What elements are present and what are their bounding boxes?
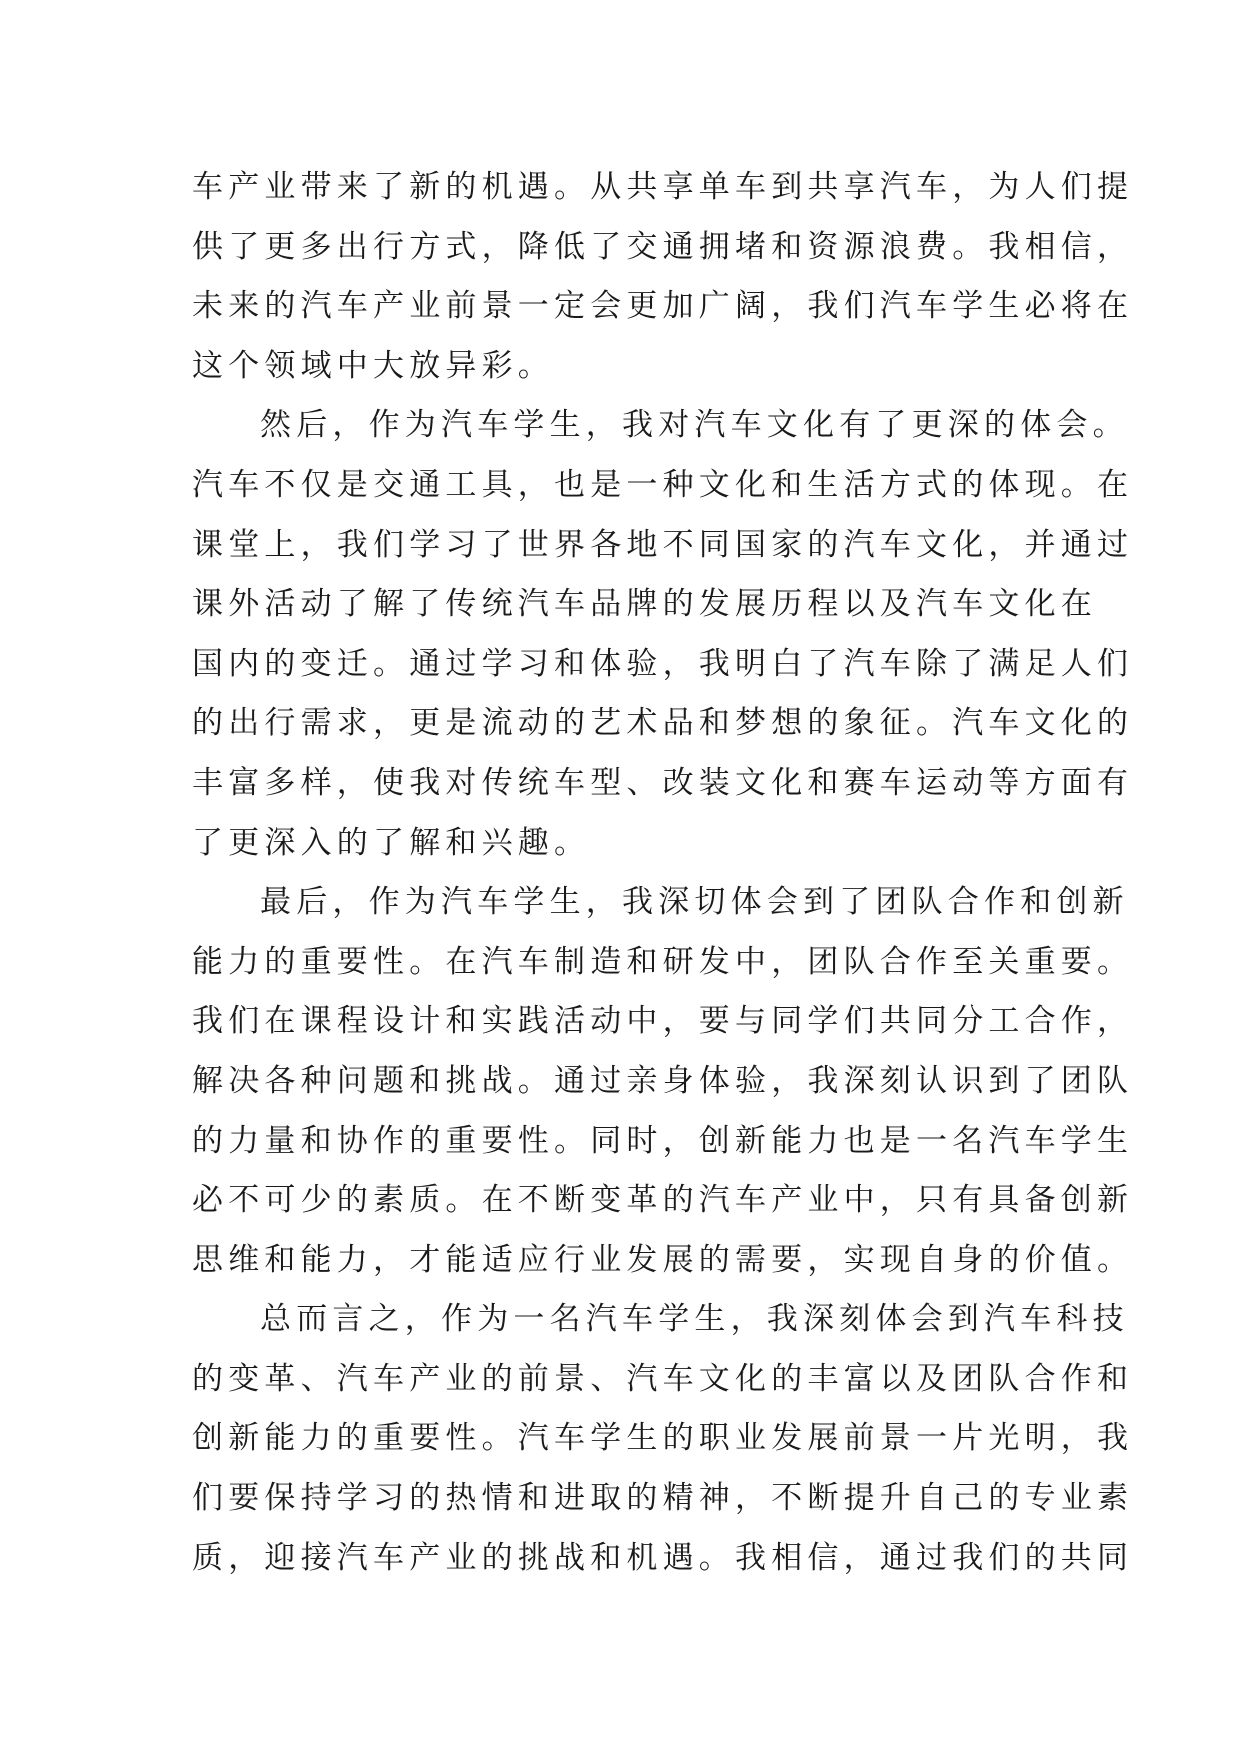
paragraph-1-line-2: 供了更多出行方式，降低了交通拥堵和资源浪费。我相信，	[192, 228, 1134, 265]
paragraph-3-line-4: 解决各种问题和挑战。通过亲身体验，我深刻认识到了团队	[192, 1062, 1134, 1099]
paragraph-1-line-3: 未来的汽车产业前景一定会更加广阔，我们汽车学生必将在	[192, 288, 1134, 325]
paragraph-2-line-3: 课堂上，我们学习了世界各地不同国家的汽车文化，并通过	[192, 526, 1134, 563]
paragraph-3-line-6: 必不可少的素质。在不断变革的汽车产业中，只有具备创新	[192, 1182, 1134, 1219]
paragraph-4-line-2: 的变革、汽车产业的前景、汽车文化的丰富以及团队合作和	[192, 1360, 1134, 1397]
paragraph-4-line-4: 们要保持学习的热情和进取的精神，不断提升自己的专业素	[192, 1480, 1134, 1517]
paragraph-3-line-3: 我们在课程设计和实践活动中，要与同学们共同分工合作，	[192, 1003, 1134, 1040]
paragraph-2-line-8: 了更深入的了解和兴趣。	[192, 824, 591, 861]
paragraph-1-line-4: 这个领域中大放异彩。	[192, 347, 554, 384]
body-text	[192, 158, 1134, 1588]
paragraph-2-line-1: 然后，作为汽车学生，我对汽车文化有了更深的体会。	[260, 407, 1129, 444]
paragraph-3-line-2: 能力的重要性。在汽车制造和研发中，团队合作至关重要。	[192, 943, 1134, 980]
paragraph-3-line-1: 最后，作为汽车学生，我深切体会到了团队合作和创新	[260, 884, 1129, 921]
paragraph-2-line-6: 的出行需求，更是流动的艺术品和梦想的象征。汽车文化的	[192, 705, 1134, 742]
paragraph-2-line-5: 国内的变迁。通过学习和体验，我明白了汽车除了满足人们	[192, 645, 1134, 682]
paragraph-4-line-3: 创新能力的重要性。汽车学生的职业发展前景一片光明，我	[192, 1420, 1134, 1457]
paragraph-2-line-2: 汽车不仅是交通工具，也是一种文化和生活方式的体现。在	[192, 466, 1134, 503]
paragraph-1-line-1: 车产业带来了新的机遇。从共享单车到共享汽车，为人们提	[192, 169, 1134, 205]
paragraph-2-line-7: 丰富多样，使我对传统车型、改装文化和赛车运动等方面有	[192, 764, 1134, 801]
paragraph-3-line-7: 思维和能力，才能适应行业发展的需要，实现自身的价值。	[192, 1241, 1134, 1278]
paragraph-2-line-4: 课外活动了解了传统汽车品牌的发展历程以及汽车文化在	[192, 586, 1097, 623]
paragraph-3-line-5: 的力量和协作的重要性。同时，创新能力也是一名汽车学生	[192, 1122, 1134, 1159]
paragraph-4-line-5: 质，迎接汽车产业的挑战和机遇。我相信，通过我们的共同	[192, 1539, 1134, 1576]
paragraph-4-line-1: 总而言之，作为一名汽车学生，我深刻体会到汽车科技	[260, 1301, 1129, 1338]
